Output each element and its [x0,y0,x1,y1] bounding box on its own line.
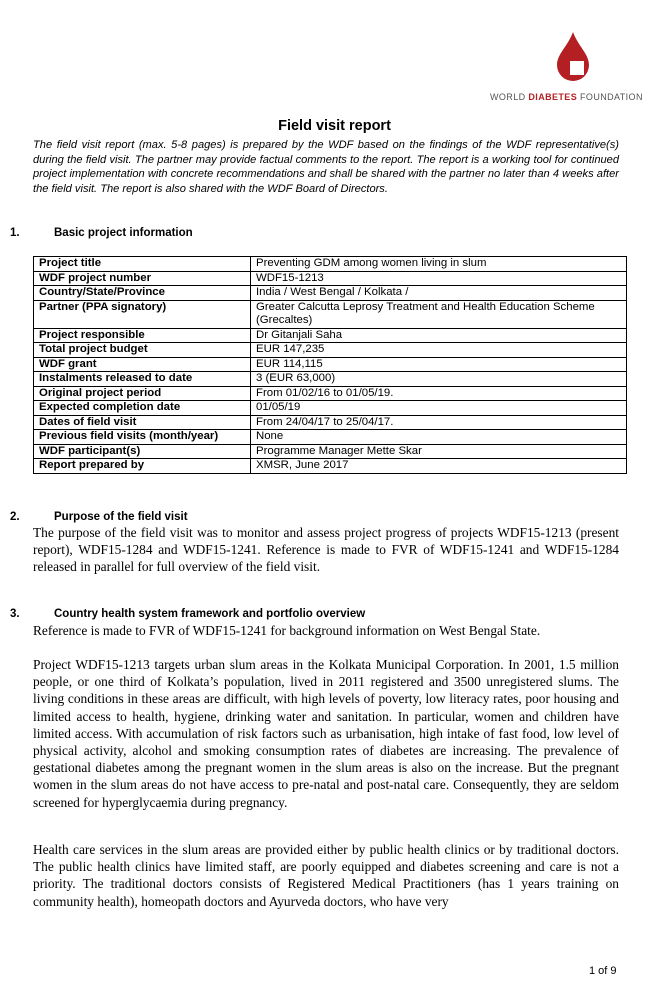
row-value: Programme Manager Mette Skar [251,444,627,459]
row-label: WDF grant [34,357,251,372]
row-value: From 01/02/16 to 01/05/19. [251,386,627,401]
row-value: WDF15-1213 [251,271,627,286]
row-label: Project responsible [34,328,251,343]
row-label: Previous field visits (month/year) [34,430,251,445]
table-row [34,459,627,474]
section-2-heading: 2. Purpose of the field visit [10,511,188,523]
table-row [34,415,627,430]
section-3-paragraph-2: Project WDF15-1213 targets urban slum areas in the Kolkata Municipal Corporation. In 2001, 1.5 million people, or one third of Kolkata’s population, lived in 2011 registered and 3500 unregistered slums. The living conditions in these areas are difficult, with high levels of poverty, low literacy rates, poor housing and limited access to health, hygiene, drinking water and sanitation. In particular, women and children have limited access. With accumulation of risk factors such as urbanisation, high intake of fast food, low level of physical activity, alcohol and smoking consumption rates of diabetes are increasing. The prevalence of gestational diabetes among the pregnant women in the slum areas is also on the increase. But the pregnant women in the slum areas do not have access to pre-natal and post-natal care. Consequently, they are seldom screened for hyperglycaemia during pregnancy. [33,657,619,810]
table-row [34,372,627,387]
row-value: Dr Gitanjali Saha [251,328,627,343]
row-label: Instalments released to date [34,372,251,387]
row-value: From 24/04/17 to 25/04/17. [251,415,627,430]
row-value: EUR 147,235 [251,343,627,358]
row-label: WDF project number [34,271,251,286]
row-label: Expected completion date [34,401,251,416]
row-label: Project title [34,257,251,272]
intro-paragraph: The field visit report (max. 5-8 pages) is prepared by the WDF based on the findings of the WDF representative(s) during the field visit. The partner may provide factual comments to the report. The report is a working tool for continued project implementation with concrete recommendations and shall be shared with the partner no later than 4 weeks after the field visit. The report is also shared with the WDF Board of Directors. [33,139,619,195]
section-3-paragraph-3: Health care services in the slum areas are provided either by public health clinics or by traditional doctors. The public health clinics have limited staff, are poorly equipped and diabetes screening and care is not a priority. The traditional doctors consists of Registered Medical Practitioners (has 1 years training on community health), homeopath doctors and Ayurveda doctors, who have very [33,842,619,909]
report-title: Field visit report [278,118,391,134]
section-1-heading: 1. Basic project information [10,227,193,239]
table-row [34,401,627,416]
row-label: Total project budget [34,343,251,358]
section-3-paragraph-1: Reference is made to FVR of WDF15-1241 for background information on West Bengal State. [33,623,541,638]
blood-drop-icon [553,30,593,82]
table-row [34,343,627,358]
table-row [34,300,627,328]
section-2-text: The purpose of the field visit was to monitor and assess project progress of projects WDF15-1213 (present report), WDF15-1284 and WDF15-1241. Reference is made to FVR of WDF15-1241 and WDF15-1284 released in parallel for full overview of the field visit. [33,525,619,575]
row-value: None [251,430,627,445]
row-label: Original project period [34,386,251,401]
row-label: Country/State/Province [34,286,251,301]
table-row [34,257,627,272]
table-row [34,386,627,401]
row-label: Partner (PPA signatory) [34,300,251,328]
row-value: Preventing GDM among women living in slum [251,257,627,272]
page-number: 1 of 9 [589,965,617,977]
row-value: Greater Calcutta Leprosy Treatment and Health Education Scheme (Grecaltes) [251,300,627,328]
section-3-heading: 3. Country health system framework and portfolio overview [10,608,366,620]
row-label: Report prepared by [34,459,251,474]
row-value: EUR 114,115 [251,357,627,372]
table-row [34,286,627,301]
table-row [34,328,627,343]
row-label: Dates of field visit [34,415,251,430]
row-value: 3 (EUR 63,000) [251,372,627,387]
row-value: XMSR, June 2017 [251,459,627,474]
table-row [34,430,627,445]
table-row [34,271,627,286]
row-value: India / West Bengal / Kolkata / [251,286,627,301]
row-label: WDF participant(s) [34,444,251,459]
wdf-logo [490,26,658,112]
row-value: 01/05/19 [251,401,627,416]
table-row [34,357,627,372]
project-info-table [33,256,627,474]
table-row [34,444,627,459]
logo-wordmark: WORLD DIABETES FOUNDATION [490,92,643,102]
